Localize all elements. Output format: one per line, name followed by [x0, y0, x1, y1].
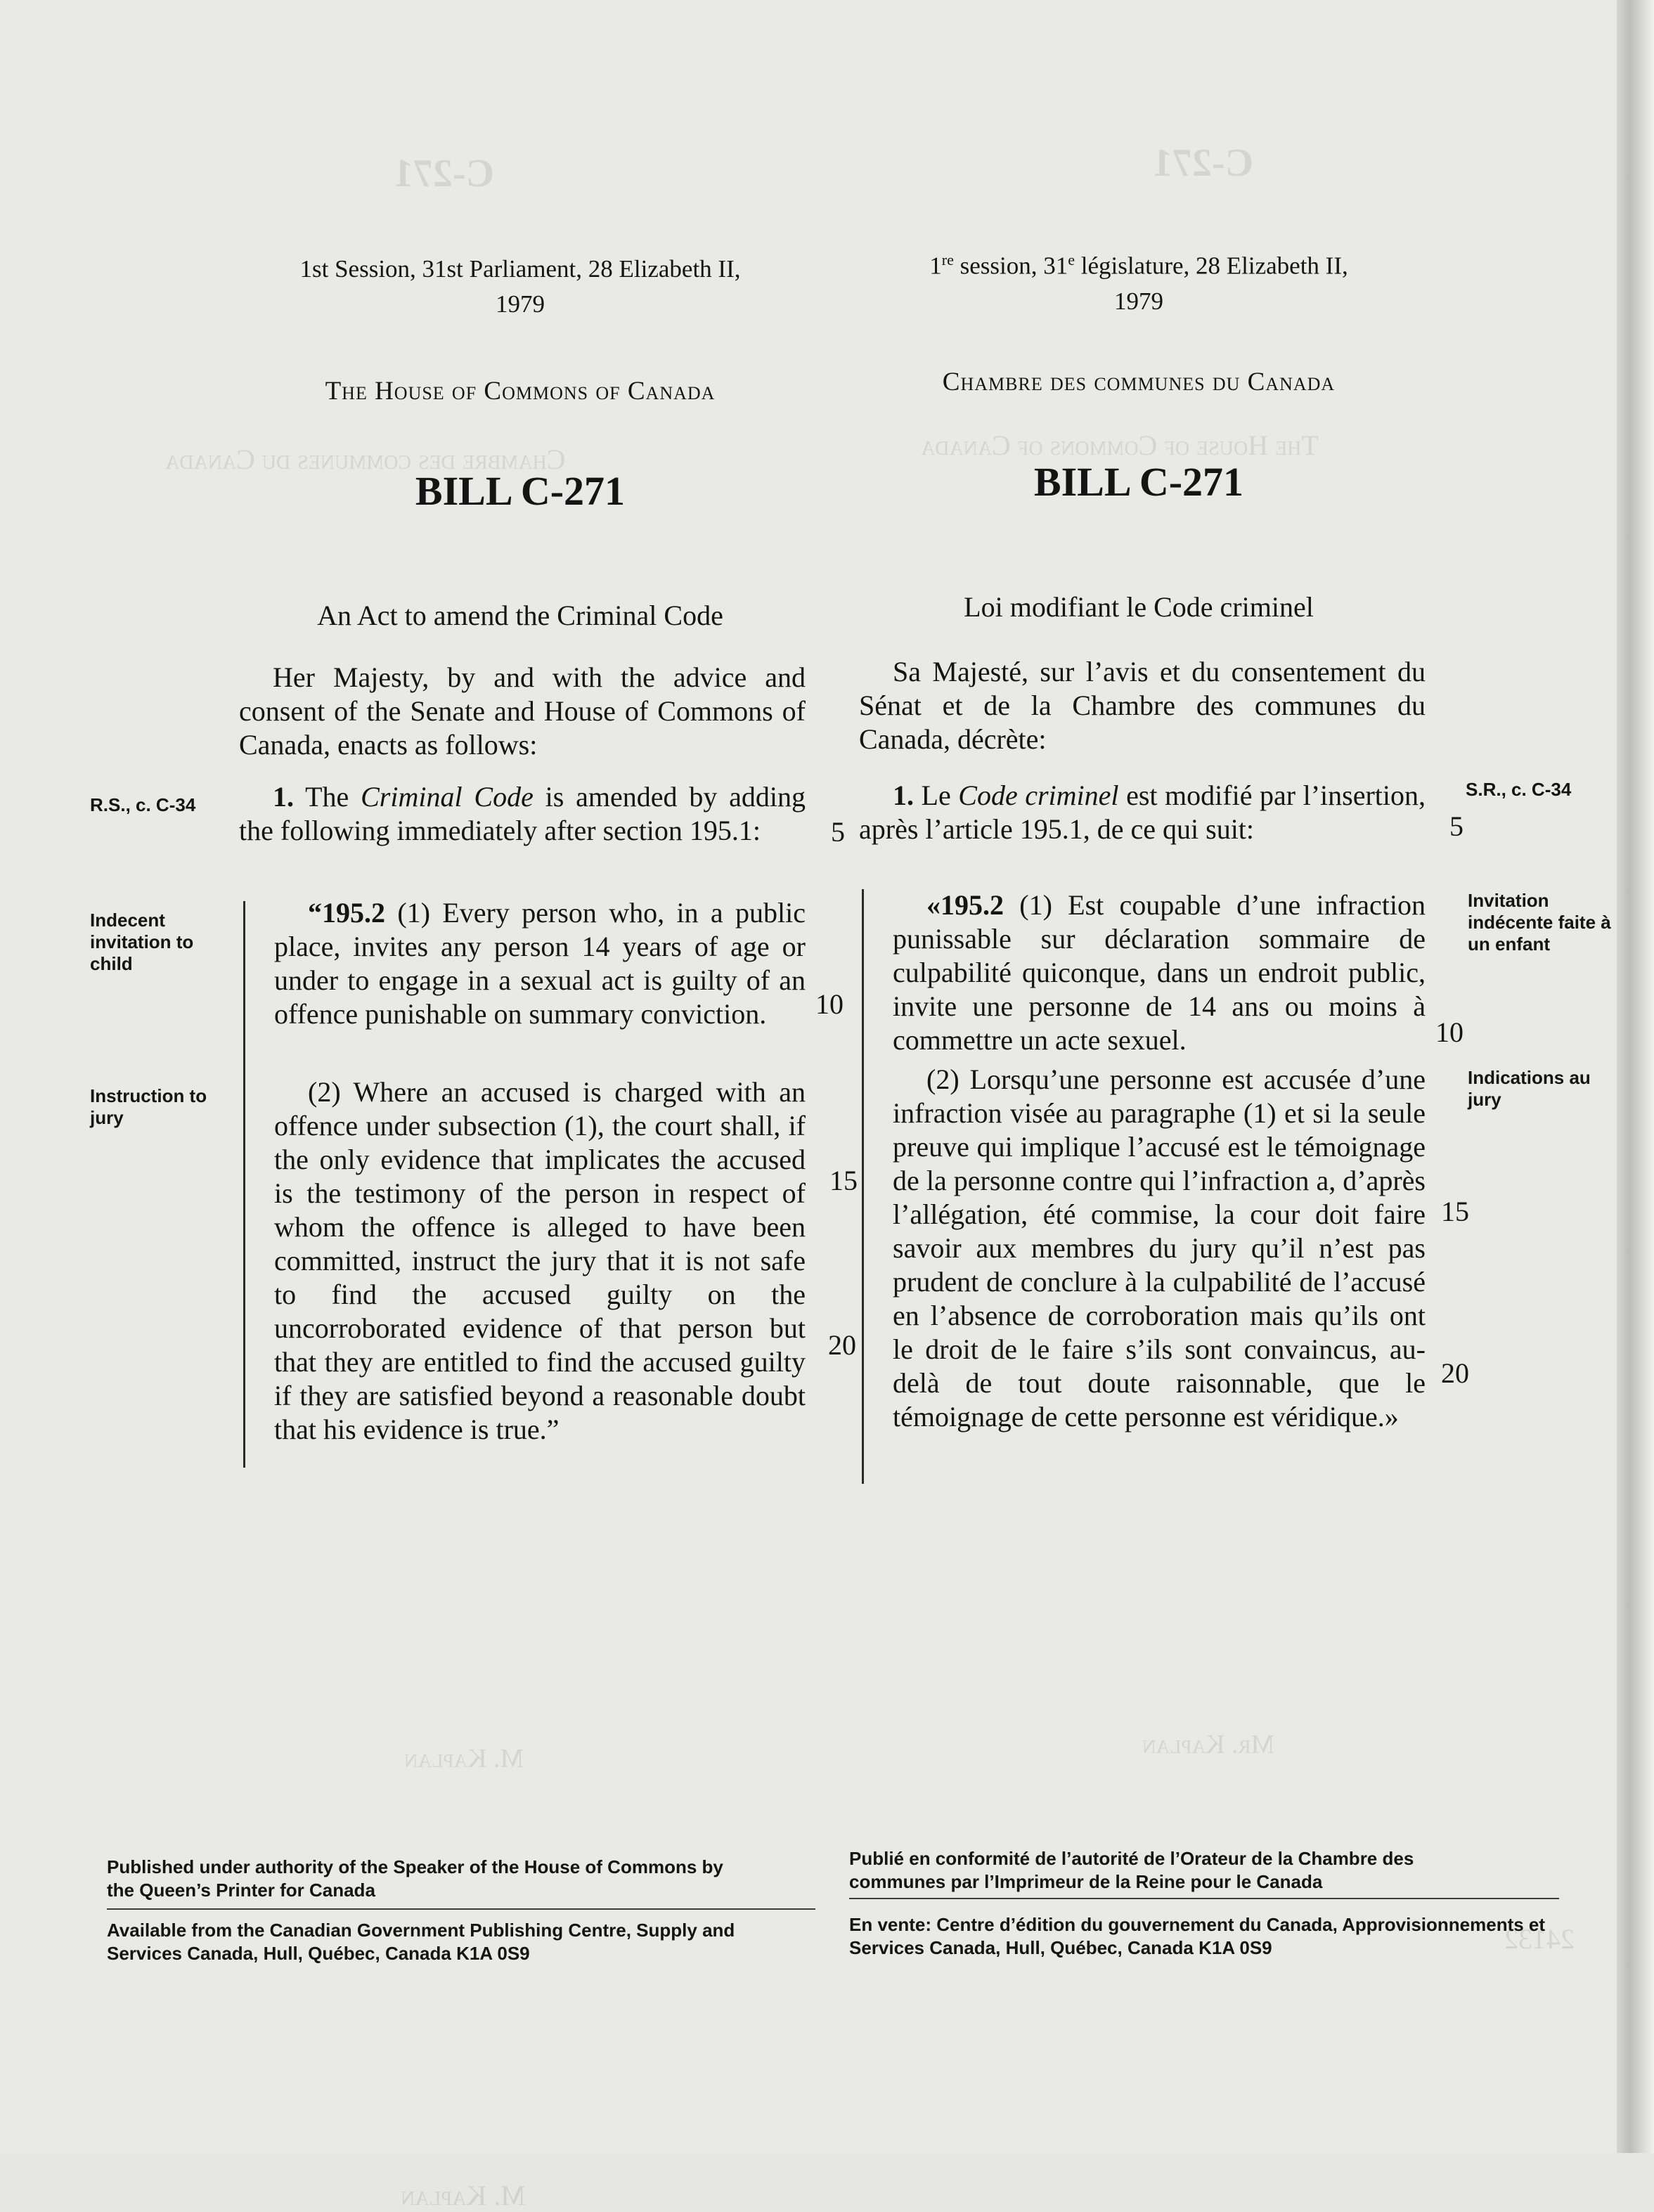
en-section-195-2-2: [274, 1075, 806, 1447]
en-margin-jury: Instruction to jury: [90, 1085, 207, 1128]
fr-s1-pre: Le: [914, 780, 959, 811]
en-line-15: 15: [829, 1165, 858, 1196]
fr-house-title: Chambre des communes du Canada: [942, 368, 1336, 396]
fr-session-year: 1979: [1114, 287, 1163, 315]
fr-line-20: 20: [1441, 1357, 1469, 1389]
en-section-1: [239, 780, 806, 848]
fr-enacting-text: Sa Majesté, sur l’avis et du consentement du Sénat et de la Chambre des communes du Canada, décrète:: [859, 656, 1426, 755]
en-s2-sub2: (2) Where an accused is charged with an offence under subsection (1), the court shall, if the only evidence that implicates the accused is the testimony of the person in respect of whom the offence is alleged to have been committed, instruct the jury that it is not safe to find the accused guilty on the uncorroborated evidence of that person but that they are entitled to find the accused guilty if they are satisfied beyond a reasonable doubt that his evidence is true.”: [274, 1076, 806, 1445]
ghost-house-left: Chambre des communes du Canada: [165, 444, 566, 475]
en-margin-indecent: Indecent invitation to child: [90, 910, 194, 974]
en-session-line: 1st Session, 31st Parliament, 28 Elizabeth II,: [299, 255, 741, 283]
fr-section-1: [859, 779, 1426, 846]
fr-s1-number: 1.: [893, 780, 914, 811]
en-footer-rule: [107, 1908, 815, 1910]
en-bill-number: BILL C-271: [415, 468, 626, 514]
en-footer-published: Published under authority of the Speaker of the House of Commons by the Queen’s Printer for Canada: [107, 1856, 723, 1901]
fr-footer-published: Publié en conformité de l’autorité de l’Orateur de la Chambre des communes par l’Imprimeur de la Reine pour le Canada: [849, 1848, 1414, 1892]
fr-footer-rule: [849, 1898, 1559, 1899]
en-house-title: The House of Commons of Canada: [325, 377, 716, 406]
en-line-5: 5: [831, 816, 845, 848]
ghost-sponsor-fr: Mr. Kaplan: [1142, 1730, 1275, 1759]
fr-line-5: 5: [1449, 810, 1464, 842]
ghost-bill-left: C-271: [394, 152, 495, 195]
fr-s1-post: est modifié par l’insertion, après l’article 195.1, de ce qui suit:: [859, 780, 1426, 845]
fr-bill-number: BILL C-271: [1033, 459, 1244, 505]
en-s2-text: (1) Every person who, in a public place, invites any person 14 years of age or under to engage in a sexual act is guilty of an offence punishable on summary conviction.: [274, 897, 806, 1030]
en-s2-number: “195.2: [308, 897, 385, 929]
fr-session-sup1: re: [941, 251, 954, 269]
fr-session-line: [858, 242, 1420, 284]
fr-margin-sr: S.R., c. C-34: [1466, 779, 1572, 800]
fr-section-195-2-2: [893, 1063, 1426, 1434]
en-footer-available: Available from the Canadian Government Publishing Centre, Supply and Services Canada, Hull, Québec, Canada K1A 0S9: [107, 1920, 735, 1964]
fr-section-195-2-1: [893, 888, 1426, 1057]
en-enacting-clause: [239, 661, 806, 762]
en-act-title: An Act to amend the Criminal Code: [317, 600, 723, 631]
fr-session-a: 1: [929, 252, 942, 280]
page-edge: [1617, 0, 1654, 2153]
fr-session-b: session, 31: [953, 252, 1068, 280]
fr-footer-available: En vente: Centre d’édition du gouvernement du Canada, Approvisionnements et Services Canada, Hull, Québec, Canada K1A 0S9: [849, 1914, 1546, 1958]
fr-enacting-clause: [859, 655, 1426, 756]
fr-line-15: 15: [1441, 1196, 1469, 1227]
en-s1-post: is amended by adding the following immediately after section 195.1:: [239, 781, 806, 846]
fr-act-title: Loi modifiant le Code criminel: [964, 591, 1314, 623]
fr-amendment-rule: [862, 889, 864, 1484]
fr-margin-invitation: Invitation indécente faite à un enfant: [1468, 890, 1611, 955]
en-session-year: 1979: [496, 290, 545, 318]
en-margin-rs: R.S., c. C-34: [90, 794, 196, 815]
ghost-bill-right: C-271: [1153, 141, 1254, 185]
fr-s2-sub2: (2) Lorsqu’une personne est accusée d’une infraction visée au paragraphe (1) et si la seule preuve qui implique l’accusé est le témoignage de la personne contre qui l’infraction a, d’après l’allégation, été commise, la cour doit faire savoir aux membres du jury qu’il n’est pas prudent de conclure à la culpabilité de l’accusé en l’absence de corroboration mais qu’ils ont le droit de le faire s’ils sont convaincus, au-delà de tout doute raisonnable, que le témoignage de cette personne est véridique.»: [893, 1063, 1426, 1432]
en-s1-italic: Criminal Code: [361, 781, 534, 813]
fr-margin-jury: Indications au jury: [1468, 1067, 1591, 1110]
en-enacting-text: Her Majesty, by and with the advice and consent of the Senate and House of Commons of Canada, enacts as follows:: [239, 661, 806, 761]
fr-s2-text: (1) Est coupable d’une infraction punissable sur déclaration sommaire de culpabilité quiconque, dans un endroit public, invite une personne de 14 ans ou moins à commettre un acte sexuel.: [893, 889, 1426, 1056]
fr-session-c: législature, 28 Elizabeth II,: [1074, 252, 1348, 280]
en-line-10: 10: [815, 988, 844, 1020]
ghost-sponsor-en: M. Kaplan: [404, 1744, 524, 1773]
en-amendment-rule: [243, 901, 245, 1468]
fr-s2-number: «195.2: [926, 889, 1004, 921]
fr-line-10: 10: [1435, 1016, 1464, 1048]
fr-session-sup2: e: [1068, 251, 1075, 269]
en-s1-pre: The: [294, 781, 361, 813]
en-section-195-2-1: [274, 896, 806, 1031]
ghost-number: 24132: [1504, 1923, 1575, 1955]
en-s1-number: 1.: [273, 781, 294, 813]
fr-session-header: [858, 242, 1420, 319]
fr-s1-italic: Code criminel: [958, 780, 1119, 811]
en-session-header: [239, 252, 801, 322]
en-line-20: 20: [828, 1329, 856, 1361]
ghost-sponsor-left: M. Kaplan: [401, 2180, 526, 2211]
ghost-house-right: The House of Commons of Canada: [921, 429, 1319, 461]
